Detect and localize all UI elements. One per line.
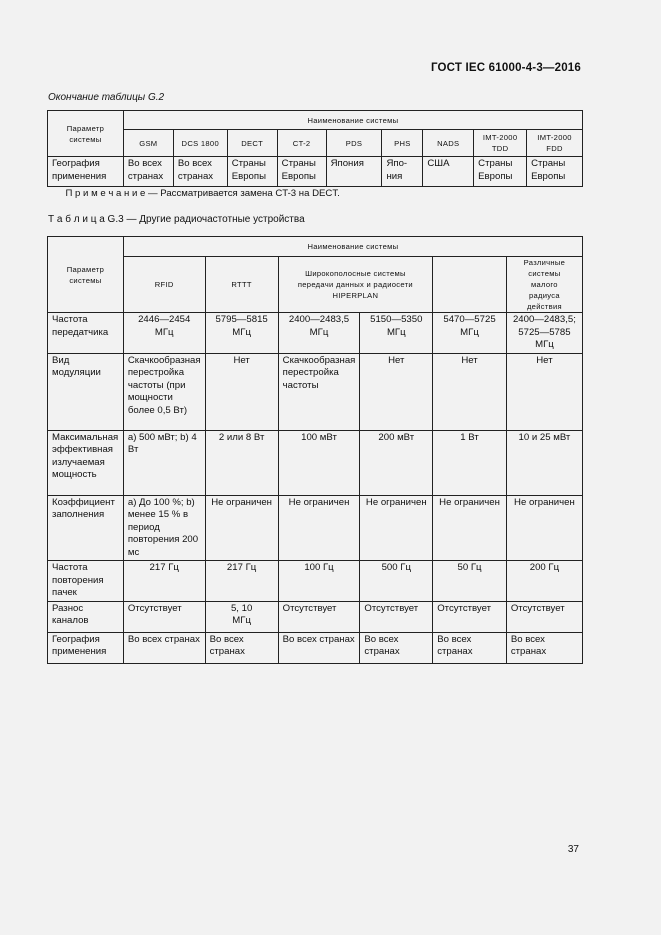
table-cell: Отсутствует bbox=[433, 601, 507, 632]
system-group-header: Наименование системы bbox=[123, 237, 582, 257]
system-header: IMT-2000 TDD bbox=[474, 130, 527, 157]
table-cell: Во всех странах bbox=[173, 157, 227, 187]
table-cell: 200 мВт bbox=[360, 430, 433, 495]
table-cell: 100 Гц bbox=[278, 561, 360, 602]
table-cell: Страны Европы bbox=[227, 157, 277, 187]
table-cell: Отсутствует bbox=[123, 601, 205, 632]
row-label: Максимальная эффективная излучаемая мощность bbox=[48, 430, 124, 495]
table-cell: Нет bbox=[506, 353, 582, 430]
table-cell: Нет bbox=[360, 353, 433, 430]
table-cell: Не ограничен bbox=[360, 495, 433, 561]
table-cell: 2400—2483,5; 5725—5785 МГц bbox=[506, 313, 582, 354]
table-cell: Нет bbox=[433, 353, 507, 430]
table-cell: Скачкообразная перестройка частоты bbox=[278, 353, 360, 430]
table-cell: 200 Гц bbox=[506, 561, 582, 602]
table-cell: Нет bbox=[205, 353, 278, 430]
document-standard-header: ГОСТ IEC 61000-4-3—2016 bbox=[430, 62, 581, 74]
row-label: Вид модуляции bbox=[48, 353, 124, 430]
system-header: IMT-2000 FDD bbox=[527, 130, 583, 157]
row-label: Разнос каналов bbox=[48, 601, 124, 632]
table-cell: Во всех странах bbox=[433, 632, 507, 663]
other-systems-header: Различные системы малого радиуса действия bbox=[506, 257, 582, 313]
table-cell: а) До 100 %; b) менее 15 % в период повторения 200 мс bbox=[123, 495, 205, 561]
table-cell: Во всех странах bbox=[123, 157, 173, 187]
table-g3-caption: Т а б л и ц а G.3 — Другие радиочастотные устройства bbox=[48, 214, 305, 225]
page-number: 37 bbox=[567, 844, 579, 855]
table-cell: 217 Гц bbox=[205, 561, 278, 602]
table-cell: 5, 10 МГц bbox=[205, 601, 278, 632]
table-cell: Не ограничен bbox=[205, 495, 278, 561]
system-header: GSM bbox=[123, 130, 173, 157]
system-header: PDS bbox=[326, 130, 382, 157]
table-cell: Страны Европы bbox=[527, 157, 583, 187]
table-cell: Во всех странах bbox=[360, 632, 433, 663]
table-cell: 2400—2483,5 МГц bbox=[278, 313, 360, 354]
table-cell: Отсутствует bbox=[360, 601, 433, 632]
table-cell: Япония bbox=[326, 157, 382, 187]
param-header: Параметр системы bbox=[48, 111, 124, 157]
table-cell: 50 Гц bbox=[433, 561, 507, 602]
table-cell: 100 мВт bbox=[278, 430, 360, 495]
system-header: DCS 1800 bbox=[173, 130, 227, 157]
table-note: П р и м е ч а н и е — Рассматривается замена CT-3 на DECT. bbox=[48, 187, 583, 202]
row-label: Коэффициент заполнения bbox=[48, 495, 124, 561]
table-cell: Во всех странах bbox=[123, 632, 205, 663]
system-header: NADS bbox=[423, 130, 474, 157]
table-cell: Страны Европы bbox=[277, 157, 326, 187]
row-label: География применения bbox=[48, 632, 124, 663]
row-label: Частота передатчика bbox=[48, 313, 124, 354]
table-cell: Япо-ния bbox=[382, 157, 423, 187]
table-cell: 2 или 8 Вт bbox=[205, 430, 278, 495]
system-header: PHS bbox=[382, 130, 423, 157]
system-header: CT-2 bbox=[277, 130, 326, 157]
table-cell: Не ограничен bbox=[278, 495, 360, 561]
table-g3 bbox=[47, 236, 583, 664]
rfid-header: RFID bbox=[123, 257, 205, 313]
table-cell: Не ограничен bbox=[506, 495, 582, 561]
table-cell: Отсутствует bbox=[278, 601, 360, 632]
table-cell: Отсутствует bbox=[506, 601, 582, 632]
hiperlan-header: Широкополосные системы передачи данных и радиосети HIPERPLAN bbox=[278, 257, 433, 313]
table-cell: Скачкообразная перестройка частоты (при мощности более 0,5 Вт) bbox=[123, 353, 205, 430]
table-cell: 5795—5815 МГц bbox=[205, 313, 278, 354]
table-cell: США bbox=[423, 157, 474, 187]
table-cell: Во всех странах bbox=[205, 632, 278, 663]
row-label: География применения bbox=[48, 157, 124, 187]
row-label: Частота повторения пачек bbox=[48, 561, 124, 602]
table-cell: 5470—5725 МГц bbox=[433, 313, 507, 354]
table-cell: 217 Гц bbox=[123, 561, 205, 602]
table-cell: а) 500 мВт; b) 4 Вт bbox=[123, 430, 205, 495]
table-cell: Страны Европы bbox=[474, 157, 527, 187]
table-g2-caption: Окончание таблицы G.2 bbox=[48, 92, 165, 103]
table-g2-end bbox=[47, 110, 583, 202]
system-group-header: Наименование системы bbox=[123, 111, 582, 130]
table-cell: 1 Вт bbox=[433, 430, 507, 495]
table-cell: 5150—5350 МГц bbox=[360, 313, 433, 354]
table-cell: 500 Гц bbox=[360, 561, 433, 602]
hiperlan-header-cont bbox=[433, 257, 507, 313]
table-cell: Не ограничен bbox=[433, 495, 507, 561]
param-header: Параметр системы bbox=[48, 237, 124, 313]
table-cell: 10 и 25 мВт bbox=[506, 430, 582, 495]
table-cell: Во всех странах bbox=[278, 632, 360, 663]
rttt-header: RTTT bbox=[205, 257, 278, 313]
table-cell: Во всех странах bbox=[506, 632, 582, 663]
table-cell: 2446—2454 МГц bbox=[123, 313, 205, 354]
system-header: DECT bbox=[227, 130, 277, 157]
